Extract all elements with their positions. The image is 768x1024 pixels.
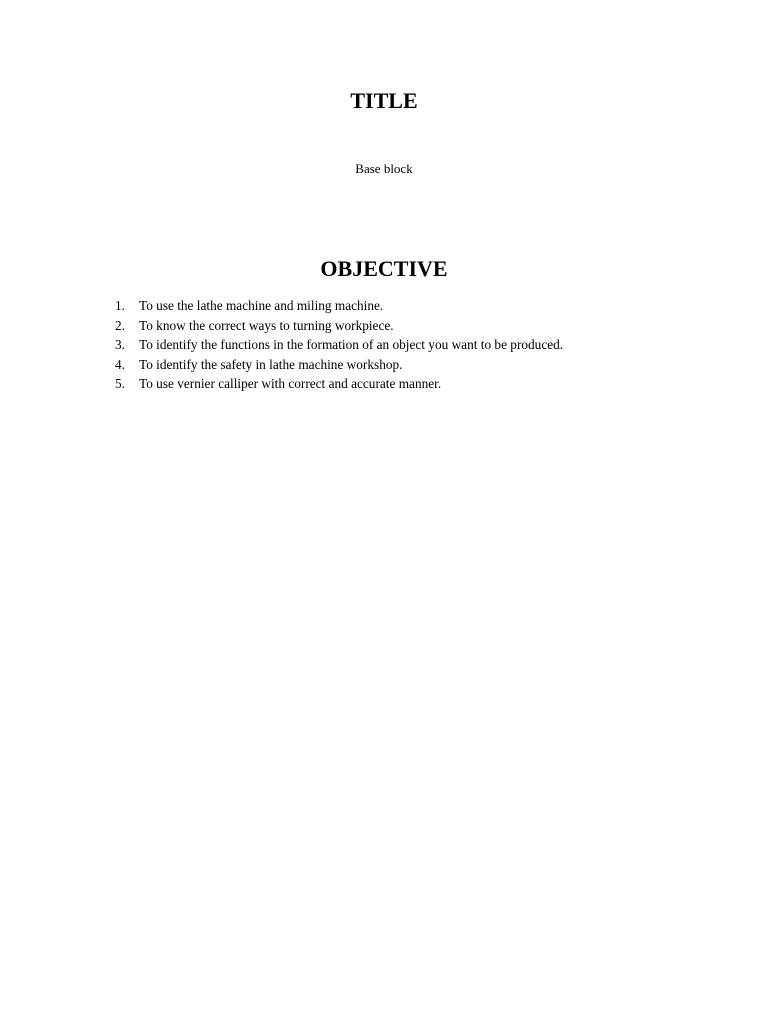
objective-text: To identify the functions in the formation of an object you want to be produced. bbox=[139, 337, 564, 352]
objective-text: To identify the safety in lathe machine workshop. bbox=[139, 356, 403, 372]
objective-number: 4. bbox=[115, 356, 125, 372]
objective-number: 1. bbox=[115, 298, 125, 313]
objective-number: 3. bbox=[115, 337, 125, 352]
title-value: Base block bbox=[355, 161, 413, 176]
objective-item bbox=[115, 296, 735, 316]
objective-item bbox=[115, 335, 735, 355]
objective-item bbox=[115, 316, 735, 336]
objective-text: To use the lathe machine and miling machine. bbox=[139, 298, 384, 313]
objective-text: To use vernier calliper with correct and accurate manner. bbox=[139, 376, 442, 391]
objective-item bbox=[115, 355, 735, 375]
objective-item bbox=[115, 374, 735, 394]
title-heading: TITLE bbox=[350, 88, 418, 113]
objective-text: To know the correct ways to turning workpiece. bbox=[139, 317, 394, 333]
objective-number: 2. bbox=[115, 317, 125, 333]
objective-number: 5. bbox=[115, 376, 125, 391]
objective-heading: OBJECTIVE bbox=[320, 256, 448, 281]
objective-list bbox=[115, 296, 735, 394]
